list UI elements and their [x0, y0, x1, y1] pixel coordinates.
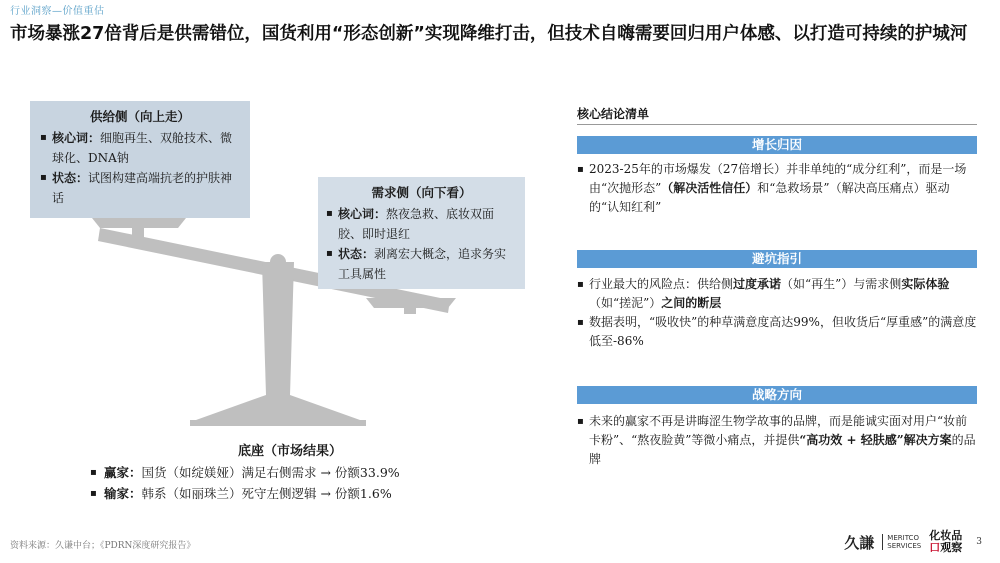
- winner-line: [90, 462, 500, 483]
- meritco-logo-line2: SERVICES: [887, 542, 922, 550]
- section-header-growth: 增长归因: [577, 136, 977, 154]
- section-header-pitfalls: 避坑指引: [577, 250, 977, 268]
- meritco-logo: [882, 534, 921, 550]
- jiuqian-logo: 久謙: [844, 533, 875, 552]
- market-result-block: [80, 440, 500, 504]
- footer-logos: [844, 530, 982, 554]
- demand-state-text: 剥离宏大概念，追求务实工具属性: [338, 247, 507, 281]
- scale-base-foot: [190, 420, 366, 426]
- checklist-title: 核心结论清单: [577, 107, 650, 121]
- pitfall-bold-3: 之间的断层: [661, 296, 722, 310]
- meritco-logo-line1: MERITCO: [887, 534, 919, 542]
- strategy-item: [577, 412, 979, 469]
- loser-label: 输家：: [104, 486, 142, 501]
- breadcrumb: 行业洞察—价值重估: [10, 6, 105, 17]
- pitfall-data-text: 数据表明，“吸收快”的种草满意度高达99%，但收货后“厚重感”的满意度低至-86%: [589, 315, 977, 348]
- page-title: 市场暴涨27倍背后是供需错位，国货利用“形态创新”实现降维打击，但技术自嗨需要回归用户体感、以打造可持续的护城河: [10, 24, 968, 44]
- loser-text: 韩系（如丽珠兰）死守左侧逻辑 → 份额1.6%: [141, 486, 392, 501]
- supply-keyword-text: 细胞再生、双舱技术、微球化、DNA钠: [52, 131, 233, 165]
- pitfall-bold-1: 过度承诺: [733, 277, 782, 291]
- growth-item: [577, 160, 979, 217]
- loser-line: [90, 483, 500, 504]
- section-body-growth: [577, 160, 979, 217]
- pitfall-bold-2: 实际体验: [901, 277, 950, 291]
- supply-keyword-line: [40, 128, 240, 168]
- pitfall-text-3: （如“搓泥”）: [589, 296, 662, 310]
- page-number: 3: [976, 537, 982, 547]
- strategy-text-post: 的品牌: [589, 433, 976, 466]
- pitfall-text-1: 行业最大的风险点：供给侧: [589, 277, 734, 291]
- strategy-text-pre: 未来的赢家不再是讲晦涩生物学故事的品牌，而是能诚实面对用户“妆前卡粉”、“熬夜脸黄”等微小痛点，并提供: [589, 414, 968, 447]
- section-body-pitfalls: [577, 275, 979, 351]
- scale-base: [196, 395, 360, 420]
- demand-keyword-label: 核心词：: [338, 207, 387, 221]
- right-pan: [366, 298, 456, 308]
- demand-side-title: 需求侧（向下看）: [371, 185, 472, 200]
- market-result-title: 底座（市场结果）: [237, 444, 342, 459]
- supply-state-label: 状态：: [52, 171, 89, 185]
- hzp-logo-mark: 口: [929, 541, 941, 554]
- growth-text-pre: 2023-25年的市场爆发（27倍增长）并非单纯的“成分红利”，而是一场由“次抛形态”: [589, 162, 967, 195]
- supply-state-text: 试图构建高端抗老的护肤神话: [52, 171, 233, 205]
- growth-text-bold: （解决活性信任）: [661, 181, 758, 195]
- scale-column: [262, 262, 294, 395]
- supply-side-box: [30, 101, 250, 218]
- hzp-logo-text: 观察: [940, 541, 963, 554]
- demand-keyword-text: 熬夜急救、底妆双面胶、即时退红: [338, 207, 495, 241]
- left-pan: [92, 218, 186, 228]
- section-body-strategy: [577, 412, 979, 469]
- section-header-strategy: 战略方向: [577, 386, 977, 404]
- checklist-divider: [577, 124, 977, 125]
- source-note: 资料来源：久谦中台；《PDRN深度研究报告》: [10, 541, 196, 551]
- cosmetics-observer-logo: [929, 530, 962, 554]
- winner-text: 国货（如绽媄娅）满足右侧需求 → 份额33.9%: [141, 465, 400, 480]
- demand-side-box: [318, 177, 525, 289]
- supply-state-line: [40, 168, 240, 208]
- pitfall-item-gap: [577, 275, 979, 313]
- demand-keyword-line: [326, 204, 517, 244]
- growth-text-post: 和“急救场景”（解决高压痛点）驱动的“认知红利”: [589, 181, 950, 214]
- winner-label: 赢家：: [104, 465, 142, 480]
- demand-state-line: [326, 244, 517, 284]
- supply-keyword-label: 核心词：: [52, 131, 101, 145]
- hzp-logo-line2: [929, 542, 962, 554]
- pitfall-item-data: [577, 313, 979, 351]
- hzp-logo-line1: 化妆品: [929, 529, 963, 542]
- demand-state-label: 状态：: [338, 247, 375, 261]
- pitfall-text-2: （如“再生”）与需求侧: [781, 277, 902, 291]
- supply-side-title: 供给侧（向上走）: [89, 109, 190, 124]
- strategy-text-bold: “高功效 + 轻肤感”解决方案: [799, 433, 952, 447]
